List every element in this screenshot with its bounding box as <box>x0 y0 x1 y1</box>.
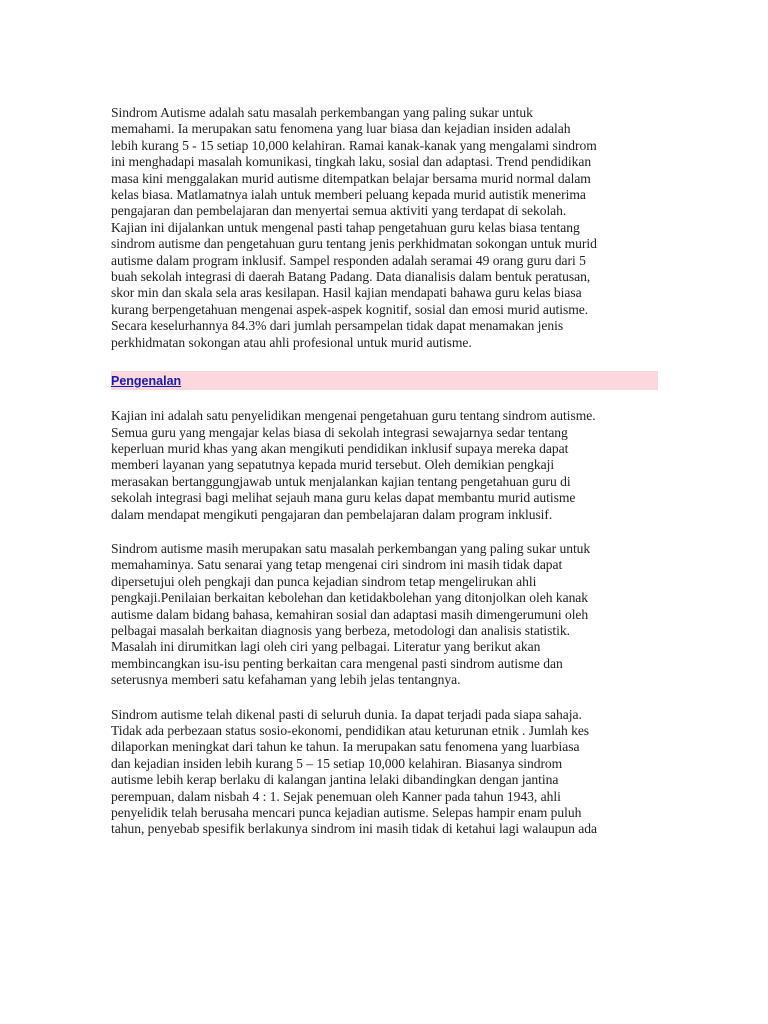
section-heading-bar <box>111 371 658 390</box>
section-heading-link[interactable]: Pengenalan <box>111 373 182 388</box>
intro-paragraph-3: Sindrom autisme telah dikenal pasti di seluruh dunia. Ia dapat terjadi pada siapa sahaja. Tidak ada perbezaan status sosio-ekonomi, pendidikan atau keturunan etnik . Jumlah kes dilaporkan meningkat dari tahun ke tahun. Ia merupakan satu fenomena yang luarbiasa dan kejadian insiden lebih kurang 5 – 15 setiap 10,000 kelahiran. Biasanya sindrom autisme lebih kerap berlaku di kalangan jantina lelaki dibandingkan dengan jantina perempuan, dalam nisbah 4 : 1. Sejak penemuan oleh Kanner pada tahun 1943, ahli penyelidik telah berusaha mencari punca kejadian autisme. Selepas hampir enam puluh tahun, penyebab spesifik berlakunya sindrom ini masih tidak di ketahui lagi walaupun ada <box>111 706 597 837</box>
intro-paragraph-2: Sindrom autisme masih merupakan satu masalah perkembangan yang paling sukar untuk memahaminya. Satu senarai yang tetap mengenai ciri sindrom ini masih tidak dapat dipersetujui oleh pengkaji dan punca kejadian sindrom tetap mengelirukan ahli pengkaji.Penilaian berkaitan kebolehan dan ketidakbolehan yang ditonjolkan oleh kanak autisme dalam bidang bahasa, kemahiran sosial dan adaptasi masih dimengerumuni oleh pelbagai masalah berkaitan diagnosis yang berbeza, metodologi dan analisis statistik. Masalah ini dirumitkan lagi oleh ciri yang pelbagai. Literatur yang berikut akan membincangkan isu-isu penting berkaitan cara mengenal pasti sindrom autisme dan seterusnya memberi satu kefahaman yang lebih jelas tentangnya. <box>111 540 591 688</box>
abstract-paragraph: Sindrom Autisme adalah satu masalah perkembangan yang paling sukar untuk memahami. Ia merupakan satu fenomena yang luar biasa dan kejadian insiden adalah lebih kurang 5 - 15 setiap 10,000 kelahiran. Ramai kanak-kanak yang mengalami sindrom ini menghadapi masalah komunikasi, tingkah laku, sosial dan adaptasi. Trend pendidikan masa kini menggalakan murid autisme ditempatkan belajar bersama murid normal dalam kelas biasa. Matlamatnya ialah untuk memberi peluang kepada murid autistik menerima pengajaran dan pembelajaran dan menyertai semua aktiviti yang terdapat di sekolah. Kajian ini dijalankan untuk mengenal pasti tahap pengetahuan guru kelas biasa tentang sindrom autisme dan pengetahuan guru tentang jenis perkhidmatan sokongan untuk murid autisme dalam program inklusif. Sampel responden adalah seramai 49 orang guru dari 5 buah sekolah integrasi di daerah Batang Padang. Data dianalisis dalam bentuk peratusan, skor min dan skala sela aras kesilapan. Hasil kajian mendapati bahawa guru kelas biasa kurang berpengetahuan mengenai aspek-aspek kognitif, sosial dan emosi murid autisme. Secara keselurhannya 84.3% dari jumlah persampelan tidak dapat menamakan jenis perkhidmatan sokongan atau ahli profesional untuk murid autisme. <box>111 105 597 350</box>
intro-paragraph-1: Kajian ini adalah satu penyelidikan mengenai pengetahuan guru tentang sindrom autisme. Semua guru yang mengajar kelas biasa di sekolah integrasi sewajarnya sedar tentang keperluan murid khas yang akan mengikuti pendidikan inklusif supaya mereka dapat memberi layanan yang sepatutnya kepada murid tersebut. Oleh demikian pengkaji merasakan bertanggungjawab untuk menjalankan kajian tentang pengetahuan guru di sekolah integrasi bagi melihat sejauh mana guru kelas dapat membantu murid autisme dalam mendapat mengikuti pengajaran dan pembelajaran dalam program inklusif. <box>111 408 596 522</box>
paragraph-spacer <box>111 523 659 541</box>
paragraph-spacer <box>111 689 659 707</box>
document-body <box>111 105 659 838</box>
